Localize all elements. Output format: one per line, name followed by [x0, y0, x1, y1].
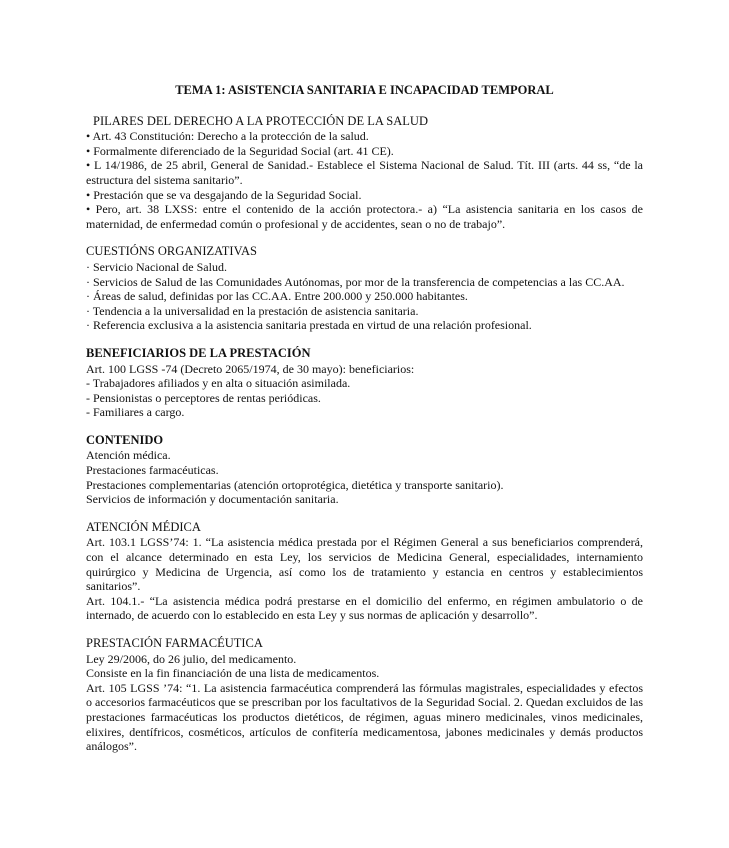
paragraph: Art. 105 LGSS ’74: “1. La asistencia farmacéutica comprenderá las fórmulas magistrales, especialidades y efectos o accesorios farmacéuticos que se prescriban por los facultativos de la Seguridad Social. 2. Quedan excluidos de las prestaciones farmacéuticas los productos dietéticos, de régimen, aguas minero medicinales, vinos medicinales, elixires, dentífricos, cosméticos, artículos de confitería medicamentosa, jabones medicinales y demás productos análogos”. — [86, 680, 643, 754]
list-item: Art. 100 LGSS -74 (Decreto 2065/1974, de 30 mayo): beneficiarios: — [86, 361, 415, 376]
section-heading: CONTENIDO — [86, 432, 164, 447]
section-contenido — [86, 433, 643, 507]
paragraph: Art. 104.1.- “La asistencia médica podrá prestarse en el domicilio del enfermo, en régimen ambulatorio o de internado, de acuerdo con lo establecido en esta Ley y sus normas de aplicación y desarrollo”. — [86, 593, 643, 623]
list-item: • Art. 43 Constitución: Derecho a la protección de la salud. — [86, 129, 369, 144]
list-item: • L 14/1986, de 25 abril, General de Sanidad.- Establece el Sistema Nacional de Salud. Tít. III (arts. 44 ss, “de la estructura del sistema sanitario”. — [86, 158, 643, 187]
paragraph: Consiste en la fin financiación de una lista de medicamentos. — [86, 666, 380, 681]
section-prestacion-farmaceutica — [86, 636, 643, 754]
list-item: Prestaciones farmacéuticas. — [86, 463, 219, 478]
section-heading: BENEFICIARIOS DE LA PRESTACIÓN — [86, 345, 311, 360]
section-heading: CUESTIÓNS ORGANIZATIVAS — [86, 244, 257, 259]
list-item: • Pero, art. 38 LXSS: entre el contenido de la acción protectora.- a) “La asistencia sanitaria en los casos de maternidad, de enfermedad común o profesional y de accidentes, sean o no de trabajo”. — [86, 202, 643, 231]
list-item: Atención médica. — [86, 448, 171, 463]
page-title: TEMA 1: ASISTENCIA SANITARIA E INCAPACIDAD TEMPORAL — [175, 83, 554, 97]
section-cuestions — [86, 244, 643, 333]
list-item: - Familiares a cargo. — [86, 405, 185, 420]
list-item: · Servicio Nacional de Salud. — [86, 259, 227, 274]
section-heading: PILARES DEL DERECHO A LA PROTECCIÓN DE LA SALUD — [93, 113, 428, 128]
list-item: · Tendencia a la universalidad en la prestación de asistencia sanitaria. — [86, 303, 419, 318]
paragraph: Art. 103.1 LGSS’74: 1. “La asistencia médica prestada por el Régimen General a sus beneficiarios comprenderá, con el alcance determinado en esta Ley, los servicios de Medicina General, especialidades, internamiento quirúrgico y Medicina de Urgencia, así como los de tratamiento y estancia en centros y establecimientos sanitarios”. — [86, 535, 643, 594]
section-beneficiarios — [86, 346, 643, 420]
list-item: · Referencia exclusiva a la asistencia sanitaria prestada en virtud de una relación profesional. — [86, 318, 532, 333]
paragraph: Ley 29/2006, do 26 julio, del medicamento. — [86, 651, 297, 666]
list-item: • Formalmente diferenciado de la Seguridad Social (art. 41 CE). — [86, 143, 394, 158]
section-atencion-medica — [86, 520, 643, 623]
section-pilares — [86, 114, 643, 232]
list-item: Prestaciones complementarias (atención ortoprotégica, dietética y transporte sanitario). — [86, 477, 504, 492]
list-item: · Servicios de Salud de las Comunidades Autónomas, por mor de la transferencia de competencias a las CC.AA. — [86, 274, 625, 289]
list-item: • Prestación que se va desgajando de la Seguridad Social. — [86, 187, 362, 202]
list-item: - Pensionistas o perceptores de rentas periódicas. — [86, 390, 321, 405]
list-item: Servicios de información y documentación sanitaria. — [86, 492, 339, 507]
list-item: - Trabajadores afiliados y en alta o situación asimilada. — [86, 376, 351, 391]
section-heading: ATENCIÓN MÉDICA — [86, 519, 201, 534]
section-heading: PRESTACIÓN FARMACÉUTICA — [86, 636, 263, 650]
list-item: · Áreas de salud, definidas por las CC.AA. Entre 200.000 y 250.000 habitantes. — [86, 289, 468, 304]
